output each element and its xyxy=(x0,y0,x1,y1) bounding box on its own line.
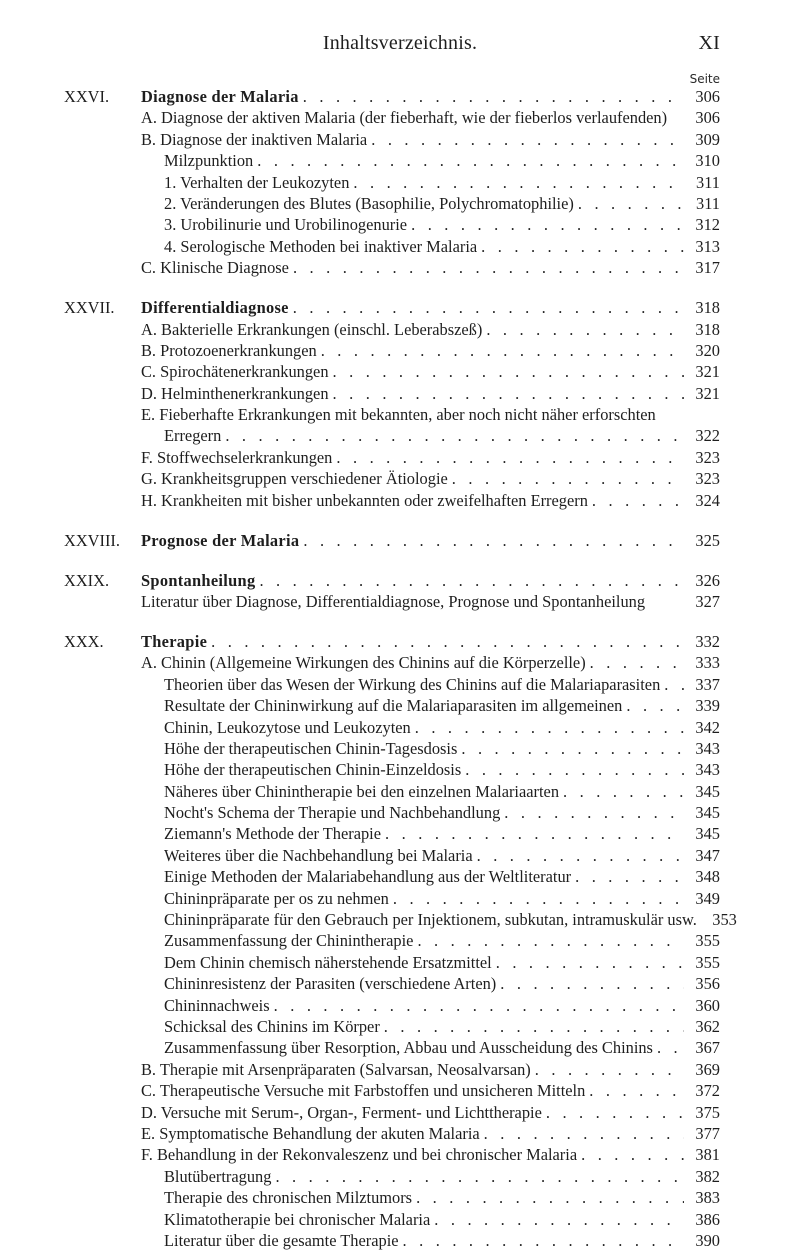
entry-label: A. Diagnose der aktiven Malaria (der fieberhaft, wie der fieberlos verlaufenden) xyxy=(141,108,668,128)
page-reference: 313 xyxy=(695,236,720,256)
entry-label: H. Krankheiten mit bisher unbekannten oder zweifelhaften Erregern xyxy=(141,490,588,510)
entry-label: Näheres über Chinintherapie bei den einzelnen Malariaarten xyxy=(164,781,560,801)
leader-dots xyxy=(452,468,684,489)
page-reference: 343 xyxy=(695,760,720,780)
leader-dots xyxy=(336,447,684,468)
entry-label: Chininpräparate für den Gebrauch per Injektionem, subkutan, intramuskulär usw. xyxy=(164,910,697,930)
leader-dots xyxy=(578,193,684,214)
chapter-number: XXVIII. xyxy=(64,530,120,550)
page-reference: 383 xyxy=(695,1188,720,1208)
page-reference: 372 xyxy=(695,1081,720,1101)
toc-entry xyxy=(64,802,720,823)
page-reference: 337 xyxy=(695,674,720,694)
toc-entry xyxy=(64,866,720,887)
leader-dots xyxy=(575,866,684,887)
leader-dots xyxy=(275,1166,684,1187)
toc-entry xyxy=(64,591,720,612)
entry-label: D. Helminthenerkrankungen xyxy=(141,383,329,403)
toc-entry xyxy=(64,1037,720,1058)
leader-dots xyxy=(321,340,684,361)
entry-label: Differentialdiagnose xyxy=(141,298,289,318)
entry-label: Milzpunktion xyxy=(164,151,254,171)
seite-column-label: Seite xyxy=(689,72,720,86)
entry-label: Therapie xyxy=(141,631,208,651)
toc-entry xyxy=(64,1209,720,1230)
page-reference: 321 xyxy=(695,362,720,382)
page-reference: 367 xyxy=(695,1038,720,1058)
page-number: XI xyxy=(698,32,720,54)
leader-dots xyxy=(504,802,684,823)
leader-dots xyxy=(411,214,684,235)
page-reference: 345 xyxy=(695,803,720,823)
entry-label: Zusammenfassung über Resorption, Abbau und Ausscheidung des Chinins xyxy=(164,1038,653,1058)
toc-entry xyxy=(64,468,720,489)
toc-entry xyxy=(64,490,720,511)
entry-label: Klimatotherapie bei chronischer Malaria xyxy=(164,1209,431,1229)
page-reference: 323 xyxy=(695,447,720,467)
toc-entry xyxy=(64,674,720,695)
leader-dots xyxy=(353,172,684,193)
toc-entry xyxy=(64,193,720,214)
toc-entry xyxy=(64,1059,720,1080)
leader-dots xyxy=(415,717,684,738)
toc-entry xyxy=(64,1102,720,1123)
entry-label: Höhe der therapeutischen Chinin-Einzeldosis xyxy=(164,760,462,780)
page-reference: 318 xyxy=(695,319,720,339)
leader-dots xyxy=(293,297,684,318)
leader-dots xyxy=(496,952,684,973)
page-reference: 306 xyxy=(695,108,720,128)
entry-label: Spontanheilung xyxy=(141,570,256,590)
leader-dots xyxy=(465,759,684,780)
chapter-number: XXIX. xyxy=(64,570,110,590)
entry-label: B. Protozoenerkrankungen xyxy=(141,340,317,360)
entry-label: Ziemann's Methode der Therapie xyxy=(164,824,382,844)
leader-dots xyxy=(293,257,684,278)
leader-dots xyxy=(417,930,684,951)
leader-dots xyxy=(481,236,684,257)
toc-chapter-entry xyxy=(64,297,720,318)
page-reference: 311 xyxy=(696,193,720,213)
page-reference: 355 xyxy=(695,931,720,951)
page-reference: 312 xyxy=(695,215,720,235)
leader-dots xyxy=(225,425,684,446)
entry-label: F. Behandlung in der Rekonvaleszenz und bei chronischer Malaria xyxy=(141,1145,578,1165)
section-gap xyxy=(64,511,720,530)
page-reference: 382 xyxy=(695,1166,720,1186)
toc-entry xyxy=(64,107,720,128)
page-reference: 386 xyxy=(695,1209,720,1229)
entry-label: A. Bakterielle Erkrankungen (einschl. Leberabszeß) xyxy=(141,319,483,339)
entry-label: Einige Methoden der Malariabehandlung aus der Weltliteratur xyxy=(164,867,572,887)
entry-label: Chininpräparate per os zu nehmen xyxy=(164,888,389,908)
toc-chapter-entry xyxy=(64,570,720,591)
toc-chapter-entry xyxy=(64,86,720,107)
page-reference: 343 xyxy=(695,738,720,758)
chapter-number: XXVII. xyxy=(64,298,115,318)
leader-dots xyxy=(385,823,684,844)
leader-dots xyxy=(592,490,684,511)
toc-entry xyxy=(64,1016,720,1037)
leader-dots xyxy=(274,995,684,1016)
page-reference: 355 xyxy=(695,952,720,972)
leader-dots xyxy=(546,1102,684,1123)
page-reference: 369 xyxy=(695,1059,720,1079)
entry-label: E. Symptomatische Behandlung der akuten Malaria xyxy=(141,1123,480,1143)
entry-label: B. Therapie mit Arsenpräparaten (Salvarsan, Neosalvarsan) xyxy=(141,1059,531,1079)
toc-chapter-entry xyxy=(64,530,720,551)
entry-label: 3. Urobilinurie und Urobilinogenurie xyxy=(164,215,408,235)
page-reference: 342 xyxy=(695,717,720,737)
toc-entry xyxy=(64,214,720,235)
entry-label: Schicksal des Chinins im Körper xyxy=(164,1017,380,1036)
toc-entry xyxy=(64,695,720,716)
leader-dots xyxy=(581,1144,684,1165)
toc-entry xyxy=(64,340,720,361)
leader-dots xyxy=(626,695,684,716)
entry-label: E. Fieberhafte Erkrankungen mit bekannten, aber noch nicht näher erforschten xyxy=(141,405,656,425)
page-reference: 321 xyxy=(695,383,720,403)
page-reference: 381 xyxy=(695,1145,720,1165)
page-reference: 347 xyxy=(695,845,720,865)
toc-entry xyxy=(64,150,720,171)
toc-entry xyxy=(64,995,720,1016)
leader-dots xyxy=(303,86,684,107)
toc-entry xyxy=(64,383,720,404)
entry-label: Literatur über die gesamte Therapie xyxy=(164,1230,399,1250)
page-header xyxy=(80,30,720,60)
entry-label: Dem Chinin chemisch näherstehende Ersatzmittel xyxy=(164,952,492,972)
toc-entry xyxy=(64,447,720,468)
leader-dots xyxy=(563,781,684,802)
leader-dots xyxy=(590,652,684,673)
entry-label: 2. Veränderungen des Blutes (Basophilie, Polychromatophilie) xyxy=(164,193,574,213)
entry-label: Diagnose der Malaria xyxy=(141,87,299,106)
leader-dots xyxy=(657,1037,684,1058)
toc-entry xyxy=(64,236,720,257)
toc-entry xyxy=(64,973,720,994)
leader-dots xyxy=(434,1209,684,1230)
page-reference: 324 xyxy=(695,490,720,510)
leader-dots xyxy=(461,738,684,759)
page-reference: 390 xyxy=(695,1230,720,1250)
toc-entry xyxy=(64,738,720,759)
leader-dots xyxy=(403,1230,684,1251)
leader-dots xyxy=(393,888,684,909)
page-reference: 333 xyxy=(695,653,720,673)
toc-chapter-entry xyxy=(64,631,720,652)
entry-label: Chininnachweis xyxy=(164,995,270,1015)
leader-dots xyxy=(664,674,684,695)
entry-label: Therapie des chronischen Milztumors xyxy=(164,1188,413,1208)
section-gap xyxy=(64,279,720,298)
page-reference: 356 xyxy=(695,974,720,994)
toc-entry xyxy=(64,319,720,340)
entry-label: C. Klinische Diagnose xyxy=(141,258,289,278)
entry-label: Blutübertragung xyxy=(164,1166,272,1186)
page-reference: 332 xyxy=(695,631,720,651)
toc-entry xyxy=(64,930,720,951)
toc-entry xyxy=(64,1187,720,1208)
entry-label: Literatur über Diagnose, Differentialdiagnose, Prognose und Spontanheilung xyxy=(141,591,646,611)
entry-label: 1. Verhalten der Leukozyten xyxy=(164,172,350,192)
leader-dots xyxy=(500,973,684,994)
page-reference: 323 xyxy=(695,469,720,489)
chapter-number: XXVI. xyxy=(64,87,110,106)
page-reference: 377 xyxy=(695,1123,720,1143)
page-reference: 339 xyxy=(695,696,720,716)
entry-label: F. Stoffwechselerkrankungen xyxy=(141,447,333,467)
entry-label: Theorien über das Wesen der Wirkung des Chinins auf die Malariaparasiten xyxy=(164,674,661,694)
toc-entry xyxy=(64,888,720,909)
leader-dots xyxy=(384,1016,684,1037)
entry-label: Höhe der therapeutischen Chinin-Tagesdosis xyxy=(164,738,458,758)
leader-dots xyxy=(257,150,684,171)
toc-entry xyxy=(64,652,720,673)
toc-entry xyxy=(64,1166,720,1187)
page-reference: 345 xyxy=(695,781,720,801)
entry-label: Erregern xyxy=(164,426,222,446)
entry-label: Resultate der Chininwirkung auf die Malariaparasiten im allgemeinen xyxy=(164,696,623,716)
section-gap xyxy=(64,612,720,631)
chapter-number: XXX. xyxy=(64,631,104,651)
page-reference: 326 xyxy=(695,570,720,590)
page-reference: 325 xyxy=(695,530,720,550)
toc-entry xyxy=(64,172,720,193)
leader-dots xyxy=(211,631,684,652)
leader-dots xyxy=(333,361,684,382)
entry-label: C. Spirochätenerkrankungen xyxy=(141,362,329,382)
leader-dots xyxy=(303,530,684,551)
toc-entry xyxy=(64,1144,720,1165)
toc-entry xyxy=(64,759,720,780)
leader-dots xyxy=(416,1187,684,1208)
entry-label: Zusammenfassung der Chinintherapie xyxy=(164,931,414,951)
leader-dots xyxy=(333,383,684,404)
toc-entry xyxy=(64,845,720,866)
section-gap xyxy=(64,551,720,570)
entry-label: Chinin, Leukozytose und Leukozyten xyxy=(164,717,411,737)
entry-label: A. Chinin (Allgemeine Wirkungen des Chinins auf die Körperzelle) xyxy=(141,653,586,673)
toc-entry xyxy=(64,425,720,446)
page-reference: 311 xyxy=(696,172,720,192)
page-reference: 327 xyxy=(695,591,720,611)
leader-dots xyxy=(535,1059,684,1080)
leader-dots xyxy=(259,570,684,591)
entry-label: Prognose der Malaria xyxy=(141,530,300,550)
toc-entry xyxy=(64,952,720,973)
entry-label: Chininresistenz der Parasiten (verschiedene Arten) xyxy=(164,974,497,994)
page-reference: 349 xyxy=(695,888,720,908)
entry-label: D. Versuche mit Serum-, Organ-, Ferment- und Lichttherapie xyxy=(141,1102,542,1122)
leader-dots xyxy=(486,319,684,340)
page-reference: 348 xyxy=(695,867,720,887)
leader-dots xyxy=(371,129,684,150)
leader-dots xyxy=(589,1080,684,1101)
page-reference: 320 xyxy=(695,340,720,360)
table-of-contents xyxy=(64,86,737,1251)
entry-label: B. Diagnose der inaktiven Malaria xyxy=(141,129,368,149)
toc-entry xyxy=(64,1123,720,1144)
page-reference: 318 xyxy=(695,298,720,318)
page-reference: 317 xyxy=(695,258,720,278)
running-title: Inhaltsverzeichnis. xyxy=(322,32,478,54)
page-reference: 360 xyxy=(695,995,720,1015)
entry-label: Nocht's Schema der Therapie und Nachbehandlung xyxy=(164,803,501,823)
toc-entry xyxy=(64,361,720,382)
page-reference: 310 xyxy=(695,151,720,171)
toc-entry xyxy=(64,1230,720,1251)
entry-label: 4. Serologische Methoden bei inaktiver Malaria xyxy=(164,236,478,256)
page-reference: 345 xyxy=(695,824,720,844)
page-reference: 375 xyxy=(695,1102,720,1122)
toc-entry xyxy=(64,781,720,802)
page-reference: 362 xyxy=(695,1017,720,1036)
page-reference: 353 xyxy=(712,910,737,930)
leader-dots xyxy=(484,1123,684,1144)
leader-dots xyxy=(477,845,684,866)
toc-entry xyxy=(64,1080,720,1101)
entry-label: G. Krankheitsgruppen verschiedener Ätiologie xyxy=(141,469,448,489)
page-reference: 322 xyxy=(695,426,720,446)
entry-label: C. Therapeutische Versuche mit Farbstoffen und unsicheren Mitteln xyxy=(141,1081,586,1101)
entry-label: Weiteres über die Nachbehandlung bei Malaria xyxy=(164,845,473,865)
page-reference: 306 xyxy=(695,87,720,106)
toc-entry xyxy=(64,717,720,738)
toc-entry xyxy=(64,257,720,278)
toc-entry xyxy=(64,823,720,844)
toc-entry xyxy=(64,129,720,150)
page-reference: 309 xyxy=(695,129,720,149)
toc-entry xyxy=(64,404,720,425)
toc-entry xyxy=(64,909,737,930)
